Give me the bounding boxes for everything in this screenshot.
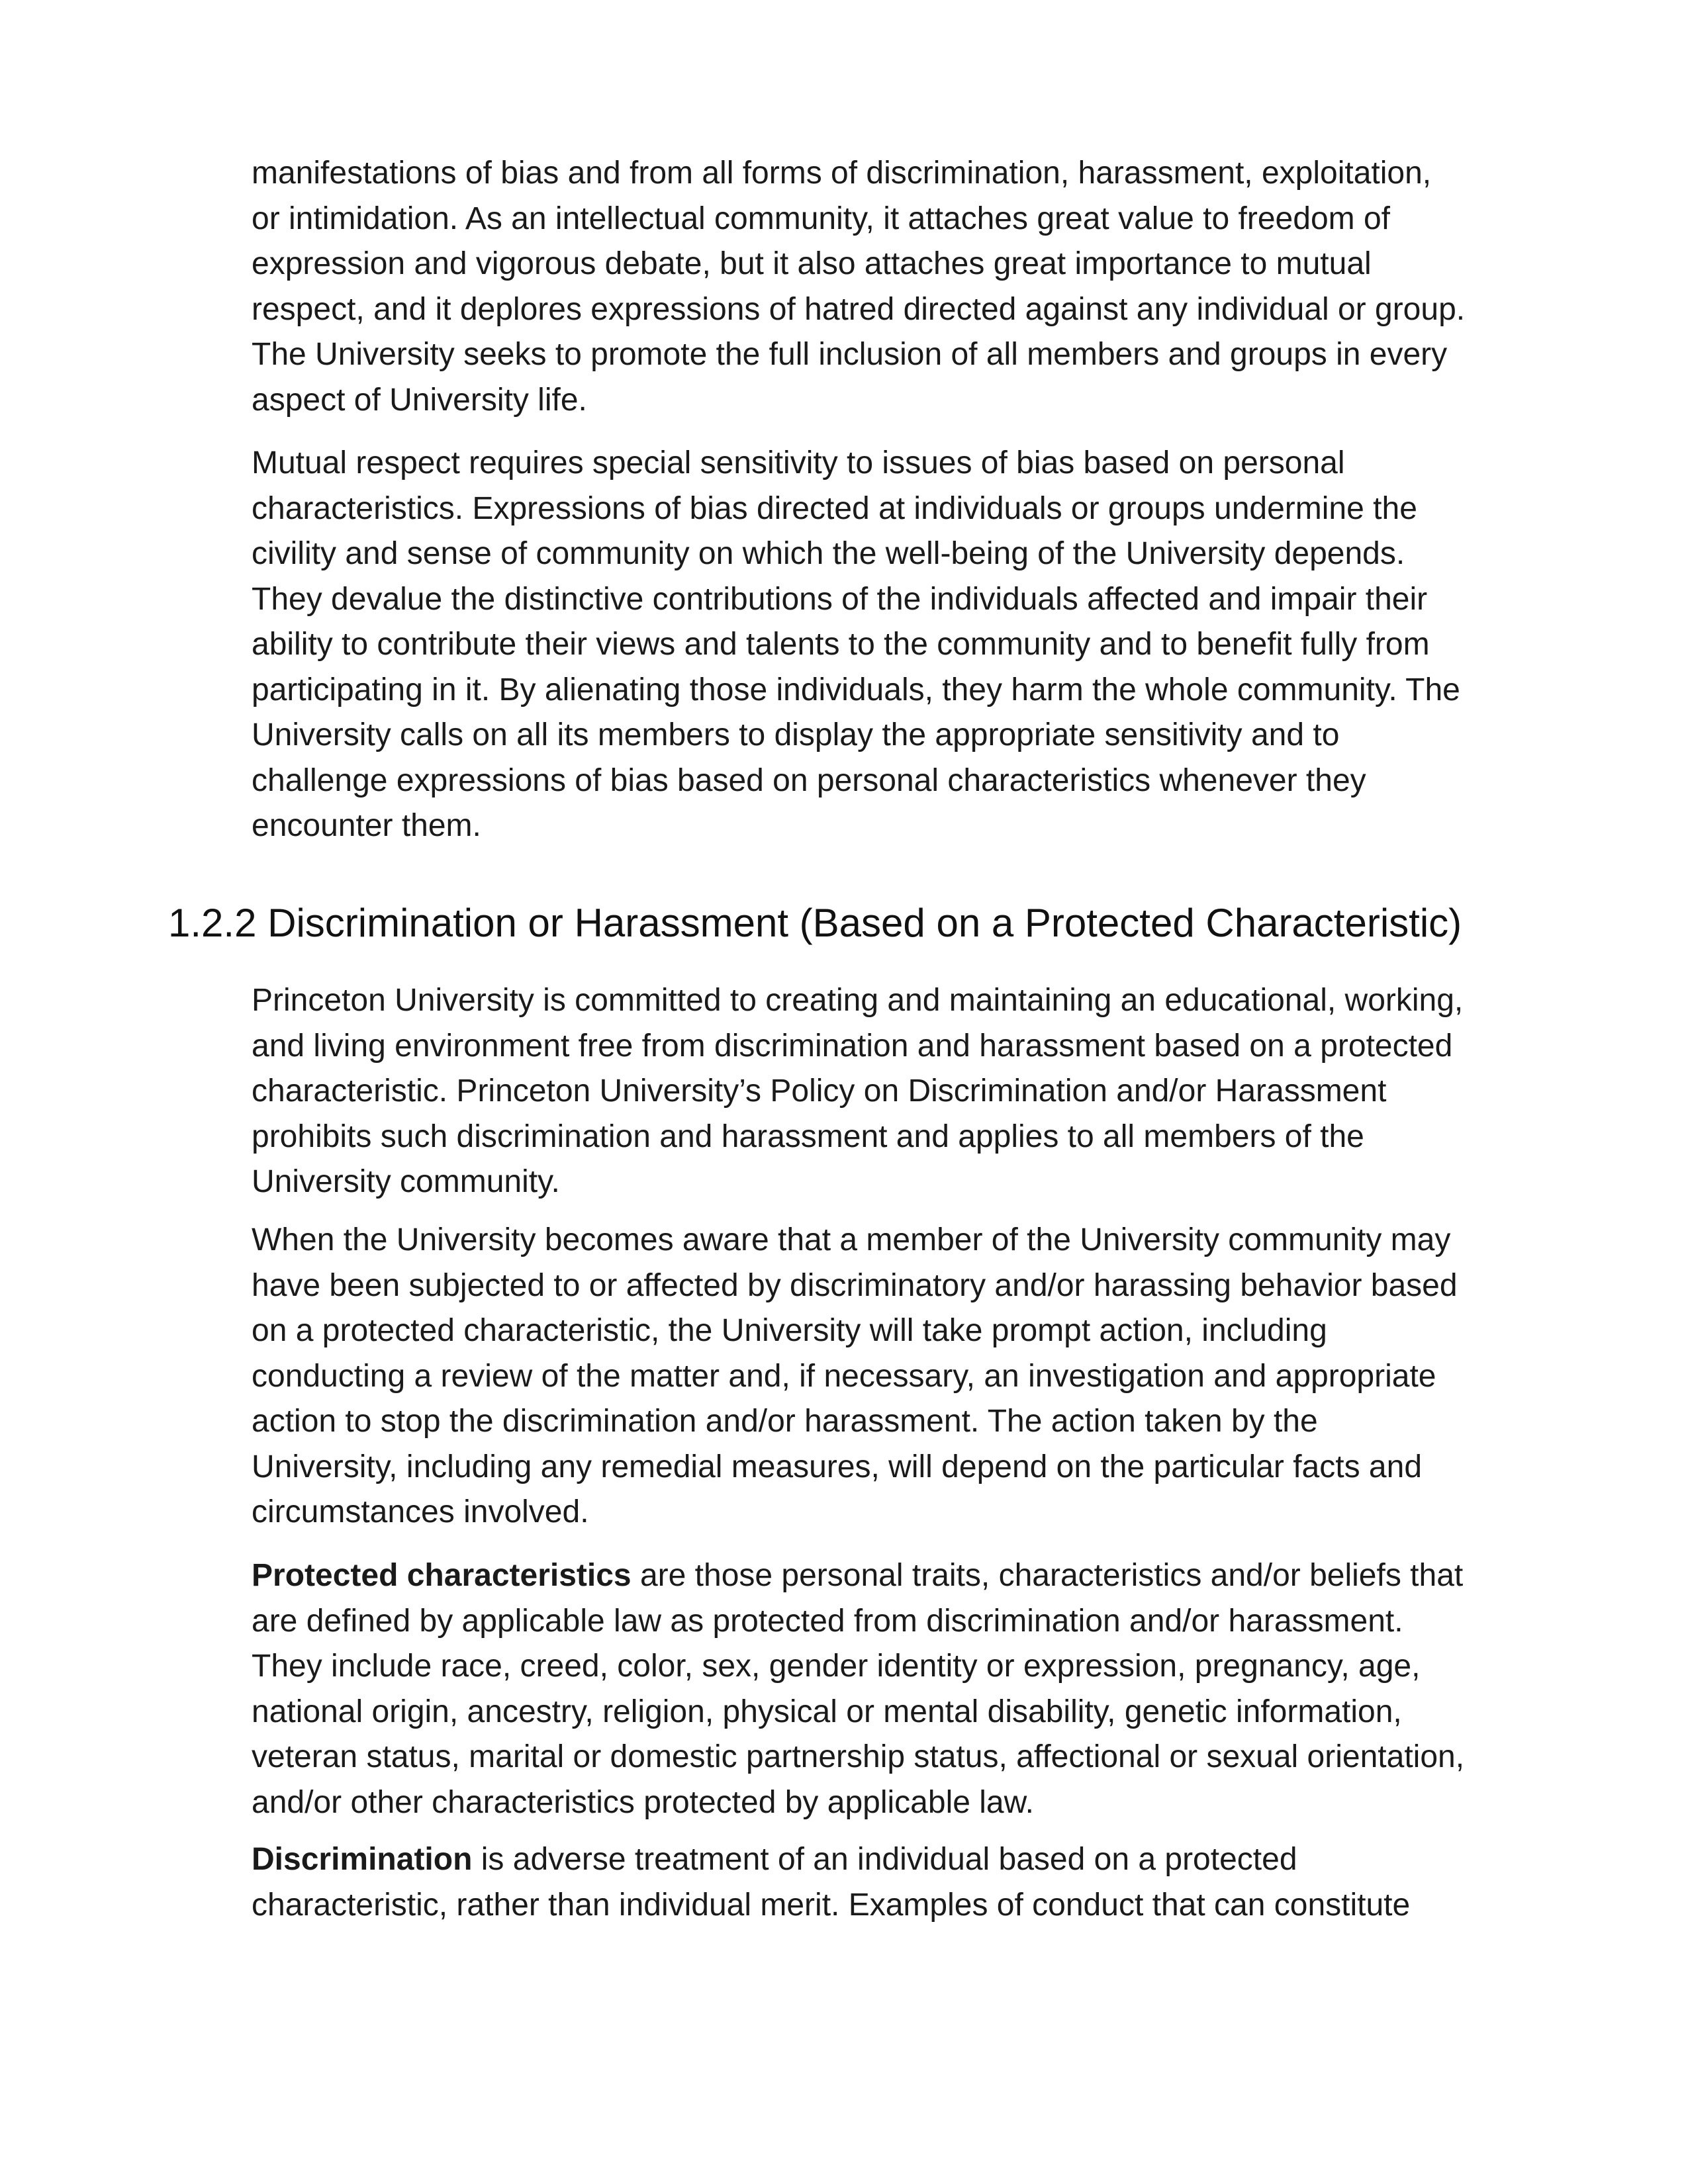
text-line: or intimidation. As an intellectual community, it attaches great value to freedom of	[252, 201, 1390, 236]
text-line: action to stop the discrimination and/or harassment. The action taken by the	[252, 1404, 1318, 1439]
defined-term: Protected characteristics	[252, 1558, 632, 1593]
text-line: Mutual respect requires special sensitivity to issues of bias based on personal	[252, 445, 1345, 480]
text-line	[252, 1553, 1536, 1599]
text-line: When the University becomes aware that a member of the University community may	[252, 1222, 1451, 1257]
text-line: characteristic, rather than individual merit. Examples of conduct that can constitute	[252, 1887, 1411, 1923]
defined-term: Discrimination	[252, 1842, 473, 1877]
text-line: University calls on all its members to display the appropriate sensitivity and to	[252, 717, 1340, 752]
text-line: veteran status, marital or domestic partnership status, affectional or sexual orientation,	[252, 1739, 1465, 1774]
paragraph-mutual-respect	[252, 441, 1536, 849]
text-line: on a protected characteristic, the University will take prompt action, including	[252, 1313, 1327, 1348]
term-definition: are those personal traits, characteristics and/or beliefs that	[631, 1558, 1464, 1593]
text-line: characteristic. Princeton University’s Policy on Discrimination and/or Harassment	[252, 1073, 1387, 1109]
text-line: manifestations of bias and from all forms of discrimination, harassment, exploitation,	[252, 156, 1432, 191]
paragraph-protected-characteristics	[252, 1553, 1536, 1825]
text-line: characteristics. Expressions of bias directed at individuals or groups undermine the	[252, 490, 1417, 526]
paragraph-university-action	[252, 1218, 1536, 1535]
text-line: The University seeks to promote the full inclusion of all members and groups in every	[252, 337, 1448, 372]
text-line: participating in it. By alienating those individuals, they harm the whole community. The	[252, 672, 1460, 707]
text-line: challenge expressions of bias based on personal characteristics whenever they	[252, 762, 1366, 798]
text-line: They devalue the distinctive contributions of the individuals affected and impair their	[252, 581, 1428, 617]
text-line: expression and vigorous debate, but it also attaches great importance to mutual	[252, 246, 1372, 281]
term-definition: is adverse treatment of an individual based on a protected	[472, 1842, 1297, 1877]
text-line: prohibits such discrimination and harassment and applies to all members of the	[252, 1118, 1364, 1154]
text-line: respect, and it deplores expressions of hatred directed against any individual or group.	[252, 291, 1466, 327]
text-line: aspect of University life.	[252, 382, 587, 418]
text-line: ability to contribute their views and talents to the community and to benefit fully from	[252, 627, 1430, 662]
text-line: conducting a review of the matter and, if necessary, an investigation and appropriate	[252, 1358, 1436, 1394]
text-line: encounter them.	[252, 808, 481, 843]
text-line: University community.	[252, 1164, 560, 1199]
text-line: They include race, creed, color, sex, gender identity or expression, pregnancy, age,	[252, 1649, 1421, 1684]
paragraph-commitment	[252, 978, 1536, 1205]
text-line: are defined by applicable law as protected from discrimination and/or harassment.	[252, 1603, 1403, 1639]
section-heading: 1.2.2 Discrimination or Harassment (Based on a Protected Characteristic)	[168, 901, 1462, 945]
text-line: Princeton University is committed to creating and maintaining an educational, working,	[252, 983, 1464, 1018]
text-line: University, including any remedial measures, will depend on the particular facts and	[252, 1449, 1423, 1484]
text-line: civility and sense of community on which the well-being of the University depends.	[252, 536, 1405, 571]
paragraph-bias	[252, 151, 1536, 423]
paragraph-discrimination	[252, 1837, 1536, 1928]
text-line: and living environment free from discrimination and harassment based on a protected	[252, 1028, 1453, 1064]
text-line	[252, 1837, 1536, 1883]
text-line: have been subjected to or affected by discriminatory and/or harassing behavior based	[252, 1267, 1458, 1303]
text-line: national origin, ancestry, religion, physical or mental disability, genetic information,	[252, 1694, 1402, 1729]
text-line: and/or other characteristics protected by applicable law.	[252, 1784, 1034, 1820]
text-line: circumstances involved.	[252, 1494, 589, 1529]
